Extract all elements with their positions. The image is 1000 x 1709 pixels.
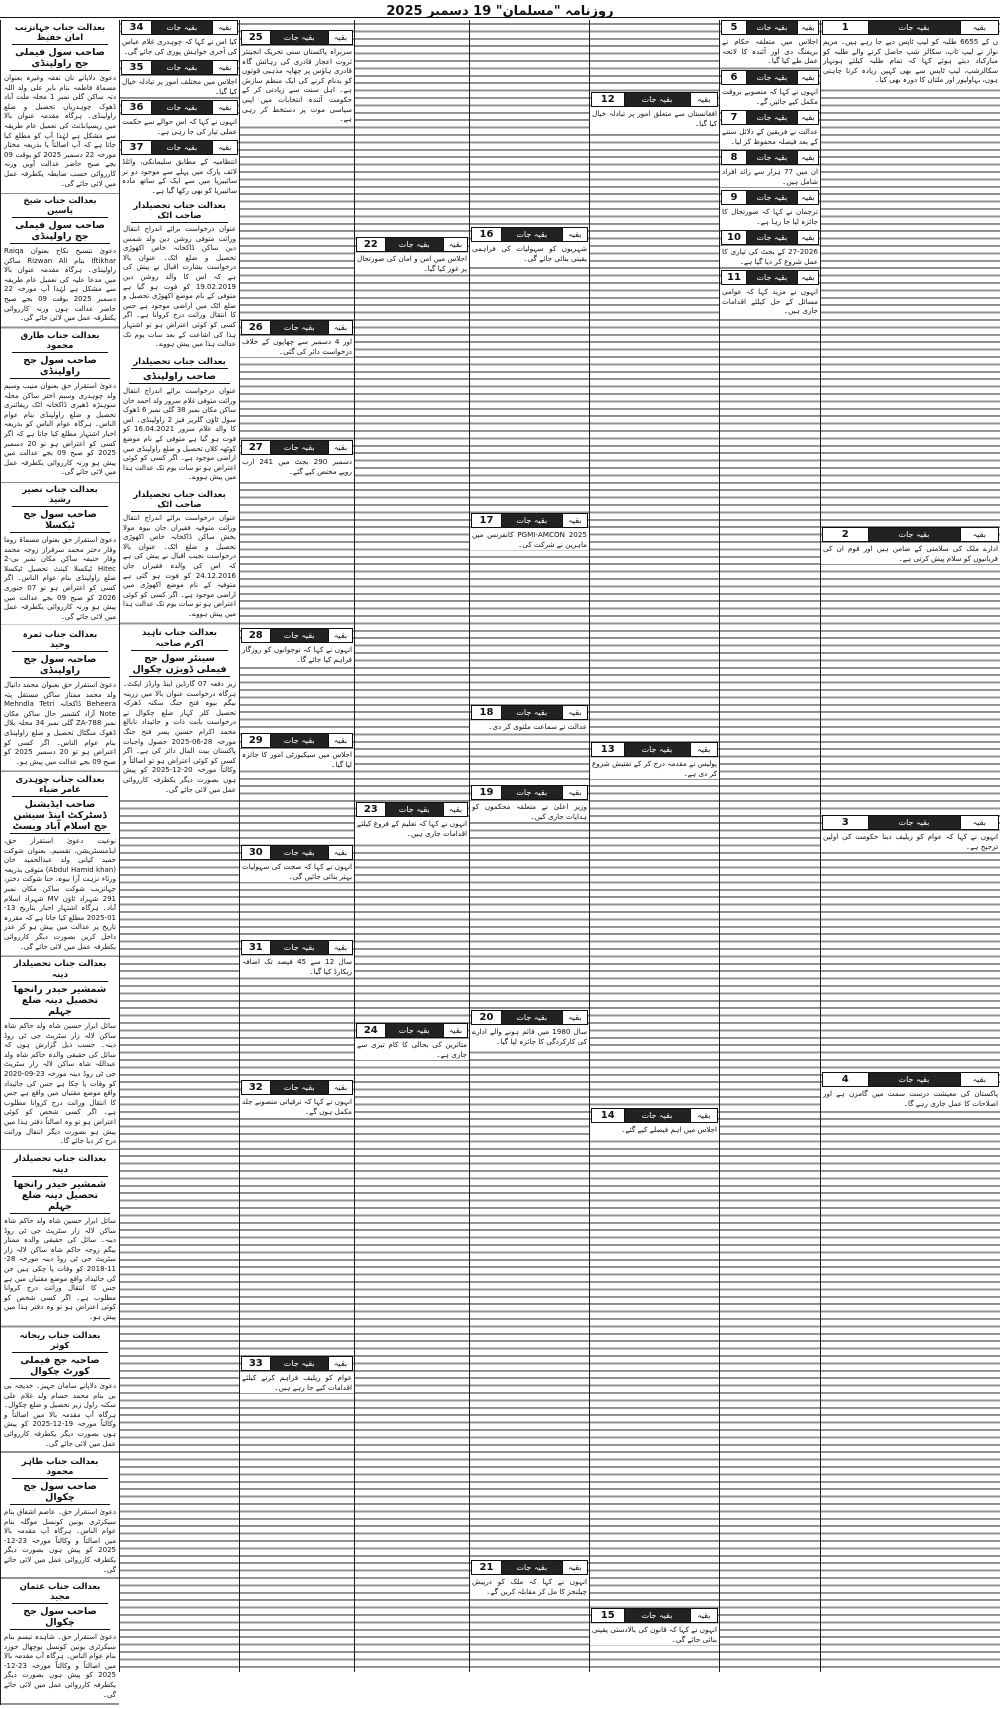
section-label: بقیہ جات [625, 1109, 690, 1122]
continuation-header-6 [721, 70, 819, 85]
continuation-header-25 [241, 30, 353, 45]
section-tag: بقیہ [212, 21, 237, 34]
continuation-header-7 [721, 110, 819, 125]
legal-notice [120, 625, 239, 797]
legal-notice [1, 483, 119, 624]
section-tag: بقیہ [328, 941, 352, 954]
section-label: بقیہ جات [152, 141, 212, 154]
notice-body: دعویٰ استقرار حق۔ شاہدہ تبسم بنام سیکرٹری یونین کونسل بوچھال خورد بنام عوام الناس۔ ہرگاہ آپ مقدمہ بالا میں اصالتاً و وکالتاً مورخہ 23-12-2025 کو پیش ہوں بصورت دیگر یکطرفہ کارروائی عمل میں لائی جائے گی۔ [4, 1633, 116, 1699]
continuation-header-32 [241, 1080, 353, 1095]
section-tag: بقیہ [443, 803, 467, 816]
continuation-text: وزیر اعلیٰ نے متعلقہ محکموں کو ہدایات جاری کیں۔ [472, 802, 587, 821]
section-number: 7 [722, 111, 747, 124]
section-number: 6 [722, 71, 747, 84]
court-heading: بعدالت جناب طاہر محمود [12, 1456, 108, 1479]
section-tag: بقیہ [212, 141, 237, 154]
legal-notice [1, 772, 119, 954]
continuation-header-34 [121, 20, 238, 35]
section-number: 8 [722, 151, 747, 164]
section-label: بقیہ جات [271, 846, 328, 859]
section-tag: بقیہ [797, 271, 818, 284]
section-tag: بقیہ [562, 1561, 587, 1574]
judge-heading: صاحبہ جج فیملی کورٹ چکوال [10, 1355, 110, 1379]
continuation-text: ادارے ملک کی سلامتی کے ضامن ہیں اور قوم ان کی قربانیوں کو سلام پیش کرتی ہے۔ [823, 544, 998, 563]
section-label: بقیہ جات [152, 101, 212, 114]
continuation-header-27 [241, 440, 353, 455]
section-label: بقیہ جات [747, 111, 797, 124]
court-heading: بعدالت جناب ثمرہ وحید [12, 629, 108, 652]
continuation-text: کیا اس نے کہا کہ چوہدری غلام عباس کی آخری خواہش پوری کی جائے گی۔ [122, 37, 237, 56]
continuation-text: PGMI-AMCON 2025 کانفرنس میں ماہرین نے شرکت کی۔ [472, 530, 587, 549]
continuation-header-1 [822, 20, 999, 35]
section-number: 12 [592, 93, 625, 106]
section-tag: بقیہ [797, 21, 818, 34]
section-number: 31 [242, 941, 271, 954]
notice-body: عنوان درخواست برائے اندراج انتقال وراثت متوفی روشن دین ولد شمس دین ساکن ڈاکخانہ خاص اکھوڑی تحصیل و ضلع اٹک۔ عنوان بالا درخواست بشارت اقبال نے پیش کی ہے کہ اس کا والد روشن دین 19.02.2019 کو فوت ہو گیا ہے متوفی کے نام موضع اکھوڑی تحصیل و ضلع اٹک میں اراضی موجود ہے جس کا انتقال وراثت درج کروانا ہے۔ اگر کسی کو کوئی اعتراض ہو تو اشتہار ہذا کی اشاعت کے بعد سات یوم تک عدالت ہذا میں پیش ہووے۔ [123, 225, 236, 349]
continuation-text: انہوں نے کہا کہ صحت کی سہولیات بہتر بنائی جائیں گی۔ [242, 862, 352, 881]
section-tag: بقیہ [960, 528, 999, 541]
continuation-text: سال 12 سے 45 فیصد تک اضافہ ریکارڈ کیا گیا۔ [242, 957, 352, 976]
section-number: 20 [472, 1011, 502, 1024]
continuation-text: افغانستان سے متعلق امور پر تبادلہ خیال کیا گیا۔ [592, 109, 717, 128]
section-label: بقیہ جات [271, 629, 328, 642]
continuation-header-29 [241, 733, 353, 748]
text-column [469, 20, 589, 1672]
section-label: بقیہ جات [747, 21, 797, 34]
section-label: بقیہ جات [386, 803, 443, 816]
legal-notice [1, 20, 119, 191]
continuation-text: سال 1980 میں قائم ہونے والے ادارے کی کارکردگی کا جائزہ لیا گیا۔ [472, 1027, 587, 1046]
continuation-text: اجلاس میں اہم فیصلے کیے گئے۔ [590, 1124, 719, 1136]
continuation-header-5 [721, 20, 819, 35]
notice-body: نوعیت دعویٰ استقرار حق، ایڈمنسٹریشن، تقسیم، بعنوان شوکت حمید کیانی ولد عبدالحمید خان (Abdul Hamid khan) متوفی بذریعہ ورثاء نزہت آرا بیوہ، حنا شوکت دختر، جہانزیب شوکت ساکن مکان نمبر 291 شہزاد ٹاؤن MV شہزاد اسلام آباد۔ ہرگاہ اشتہار اخبار بتاریخ 13-01-2025 مطلع کیا جاتا ہے کہ مقررہ تاریخ پر عدالت میں پیش ہو کر عذر داخل کریں بصورت دیگر کارروائی یکطرفہ عمل میں لائی جائے گی۔ [4, 837, 116, 951]
section-number: 16 [472, 228, 502, 241]
section-tag: بقیہ [443, 1024, 467, 1037]
continuation-header-11 [721, 270, 819, 285]
legal-notice [1, 1580, 119, 1702]
section-tag: بقیہ [960, 1073, 999, 1086]
section-label: بقیہ جات [869, 528, 960, 541]
continuation-header-12 [591, 92, 718, 107]
legal-notice [120, 199, 239, 352]
continuation-text: انہوں نے کہا کہ قانون کی بالادستی یقینی بنائی جائے گی۔ [592, 1625, 717, 1644]
section-label: بقیہ جات [747, 191, 797, 204]
continuation-text: انہوں نے کہا کہ تعلیم کے فروغ کیلئے اقدامات جاری ہیں۔ [357, 819, 467, 838]
judge-heading: صاحب سول فیملی جج راولپنڈی [10, 220, 110, 244]
section-number: 25 [242, 31, 271, 44]
continuation-text: انہوں نے کہا کہ ترقیاتی منصوبے جلد مکمل ہوں گے۔ [242, 1097, 352, 1116]
continuation-header-35 [121, 60, 238, 75]
section-number: 33 [242, 1357, 271, 1370]
legal-notice [1, 194, 119, 326]
text-column [119, 20, 239, 1672]
section-number: 29 [242, 734, 271, 747]
section-tag: بقیہ [562, 1011, 587, 1024]
section-tag: بقیہ [328, 734, 352, 747]
continuation-text: عدالت نے سماعت ملتوی کر دی۔ [470, 721, 589, 733]
legal-notice [1, 1152, 119, 1325]
section-label: بقیہ جات [386, 1024, 443, 1037]
continuation-header-24 [356, 1023, 468, 1038]
continuation-text: سربراہ پاکستان سنی تحریک انجینئر ثروت اعجاز قادری کی رہائش گاہ قادری ہاؤس پر چھاپہ مذہبی قوتوں کو بدنام کرنے کی ایک منظم سازش ہے۔ اہل سنت سے زیادتی کر کے حکومت آئندہ انتخابات میں اپنی سیاسی موت پر دستخط کر رہی ہے۔ [242, 47, 352, 124]
section-label: بقیہ جات [869, 1073, 960, 1086]
section-number: 19 [472, 786, 502, 799]
section-label: بقیہ جات [386, 238, 443, 251]
judge-heading: صاحب راولپنڈی [129, 371, 230, 384]
continuation-text: انتظامیہ کے مطابق سلیمانکی، وائلڈ لائف پارک میں پہلے سے موجود دو نر سائبیریا میں سے ایک کے ساتھ مادہ سائبیریا کو بھی رکھا گیا ہے۔ [122, 157, 237, 195]
continuation-text: انہوں نے مزید کہا کہ عوامی مسائل کے حل کیلئے اقدامات جاری ہیں۔ [722, 287, 818, 316]
text-column [589, 20, 719, 1672]
legal-notice [1, 957, 119, 1149]
section-tag: بقیہ [797, 71, 818, 84]
court-heading: بعدالت جناب تحصیلدار دینہ [13, 959, 107, 980]
continuation-text: ان میں 77 ہزار سے زائد افراد شامل ہیں۔ [722, 167, 818, 186]
notice-body: دعویٰ دلاپانے نان نفقہ وغیرہ بعنوان مسماۃ فاطمہ بنام بابر علی ولد اللہ دتہ ساکن گلی نمبر 1 محلہ ملت آباد ڈھوک چوہدریاں تحصیل و ضلع راولپنڈی۔ ہرگاہ مقدمہ عنوان بالا میں ریسپانڈنٹ کی تعمیل عام طریقہ سے مشکل ہے لہٰذا آپ کو مطلع کیا جاتا ہے کہ آپ اصالتاً یا بذریعہ مختار مورخہ 22 دسمبر 2025 کو بوقت 09 بجے صبح حاضر عدالت آویں ورنہ کارروائی حسب ضابطہ یکطرفہ عمل میں لائی جائے گی۔ [4, 74, 116, 188]
section-tag: بقیہ [212, 101, 237, 114]
court-heading: بعدالت جناب عثمان مجید [12, 1582, 108, 1604]
court-heading: بعدالت جناب طارق محمود [12, 331, 108, 353]
continuation-header-8 [721, 150, 819, 165]
section-number: 5 [722, 21, 747, 34]
continuation-header-9 [721, 190, 819, 205]
section-tag: بقیہ [690, 93, 718, 106]
legal-notice [1, 627, 119, 769]
section-tag: بقیہ [328, 1357, 352, 1370]
continuation-header-16 [471, 227, 588, 242]
notice-body: زیر دفعہ 07 گارڈین اینڈ وارڈز ایکٹ۔ ہرگاہ درخواست عنوان بالا میں زرینہ بیگم بیوہ فتح جنگ سکنہ ڈھرکہ تحصیل کلر کہار ضلع چکوال نے درخواست بابت ذات و جائیداد نابالغ محمد اکرام حسین پسر فتح جنگ مورخہ 28-06-2025 حصول واجبات پاکستان بیت المال دائر کی ہے۔ اگر کسی کو کوئی اعتراض ہو تو اصالتاً و وکالتاً مورخہ 20-12-2025 کو پیش ہوں بصورت دیگر یکطرفہ کارروائی عمل میں لائی جائے گی۔ [123, 680, 236, 794]
court-heading: بعدالت جناب تحصیلدار صاحب اٹک [131, 201, 228, 223]
section-tag: بقیہ [562, 228, 587, 241]
section-tag: بقیہ [328, 629, 352, 642]
notice-body: سائل ابرار حسین شاہ ولد حاکم شاہ ساکن لالہ زار سٹریٹ جی ٹی روڈ دینہ۔ حسب ذیل گزارش ہوں کہ سائل کی حقیقی والدہ حاکم شاہ ولد عبداللہ شاہ ساکن لالہ زار سٹریٹ جی ٹی روڈ دینہ مورخہ 23-09-2020 کو وفات پا چکا ہے جس کی جائیداد واقع موضع مقتیاں میں واقع ہے جس کا انتقال وراثت درج کروانا مطلوب ہے۔ اگر کسی شخص کو کوئی اعتراض ہو تو وہ اصالتاً دفتر ہذا میں پیش ہو بصورت دیگر انتقال وراثت درج کر دیا جائے گا۔ [4, 1022, 116, 1146]
section-label: بقیہ جات [502, 786, 562, 799]
section-label: بقیہ جات [625, 93, 690, 106]
court-heading: بعدالت جناب تحصیلدار دینہ [13, 1154, 107, 1175]
section-number: 2 [823, 528, 869, 541]
section-label: بقیہ جات [271, 1357, 328, 1370]
continuation-header-20 [471, 1010, 588, 1025]
section-number: 32 [242, 1081, 271, 1094]
court-heading: بعدالت جناب چوہدری عامر ضیاء [12, 774, 108, 797]
continuation-text: متاثرین کی بحالی کا کام تیزی سے جاری ہے۔ [357, 1040, 467, 1059]
section-label: بقیہ جات [271, 441, 328, 454]
section-label: بقیہ جات [869, 21, 960, 34]
continuation-text: اور 4 دسمبر سے چھاپوں کے خلاف درخواست دائر کی گئی۔ [242, 337, 352, 356]
section-number: 21 [472, 1561, 502, 1574]
section-number: 15 [592, 1609, 625, 1622]
section-label: بقیہ جات [747, 151, 797, 164]
continuation-header-31 [241, 940, 353, 955]
text-column [354, 20, 469, 1672]
judge-heading: شمشیر حیدر رانجھا تحصیل دینہ ضلع جہلم [10, 1179, 110, 1214]
section-tag: بقیہ [960, 816, 999, 829]
section-label: بقیہ جات [502, 1011, 562, 1024]
section-label: بقیہ جات [869, 816, 960, 829]
section-number: 24 [357, 1024, 386, 1037]
section-number: 9 [722, 191, 747, 204]
continuation-text: انہوں نے کہا کہ ملک کو درپیش چیلنجز کا مل کر مقابلہ کریں گے۔ [472, 1577, 587, 1596]
continuation-text: دسمبر 290 بجٹ میں 241 ارب روپے مختص کیے گئے۔ [242, 457, 352, 476]
section-number: 17 [472, 514, 502, 527]
continuation-header-21 [471, 1560, 588, 1575]
continuation-header-22 [356, 237, 468, 252]
judge-heading: صاحبہ سول جج راولپنڈی [10, 654, 110, 678]
continuation-header-37 [121, 140, 238, 155]
continuation-text: انہوں نے کہا کہ منصوبے بروقت مکمل کیے جائیں گے۔ [722, 87, 818, 106]
section-tag: بقیہ [797, 191, 818, 204]
continuation-header-33 [241, 1356, 353, 1371]
section-label: بقیہ جات [152, 21, 212, 34]
court-heading: بعدالت جناب شیخ یاسین [12, 196, 108, 218]
court-heading: بعدالت جناب تحصیلدار صاحب اٹک [131, 490, 228, 512]
notice-body: عنوان درخواست برائے اندراج انتقال وراثت متوفیہ فقیراں جان بیوہ مولا بخش ساکن ڈاکخانہ خاص اکھوڑی تحصیل و ضلع اٹک۔ عنوان بالا درخواست نجیب اقبال نے پیش کی ہے کہ اس کی والدہ فقیراں جان 24.12.2016 کو فوت ہو گئی ہے متوفیہ کے نام موضع اکھوڑی میں اراضی موجود ہے۔ اگر کسی کو کوئی اعتراض ہو تو سات یوم تک عدالت ہذا میں پیش ہووے۔ [123, 514, 236, 618]
section-number: 18 [472, 706, 502, 719]
continuation-header-15 [591, 1608, 718, 1623]
section-label: بقیہ جات [502, 706, 562, 719]
continuation-text: عدالت نے فریقین کے دلائل سننے کے بعد فیصلہ محفوظ کر لیا۔ [722, 127, 818, 146]
section-tag: بقیہ [797, 111, 818, 124]
section-tag: بقیہ [797, 231, 818, 244]
continuation-header-3 [822, 815, 999, 830]
section-tag: بقیہ [690, 1109, 718, 1122]
court-heading: بعدالت جناب تحصیلدار [131, 357, 228, 369]
notice-body: دعویٰ استقرار حق بعنوان مسماۃ روما وقار دختر محمد سرفراز زوجہ محمد وقار حنیفہ ساکن مکان نمبر بی-2 Hitec ٹیکسلا کینٹ تحصیل ٹیکسلا ضلع راولپنڈی بنام عوام الناس۔ اگر کسی کو اعتراض ہو تو 07 جنوری 2026 کو صبح 09 بجے عدالت میں پیش ہو ورنہ کارروائی یکطرفہ عمل میں لائی جائے گی۔ [4, 536, 116, 621]
continuation-header-18 [471, 705, 588, 720]
notice-body: دعویٰ تنسیخ نکاح بعنوان Raiqa Iftikhar بنام Rizwan Ali ساکن راولپنڈی۔ ہرگاہ مقدمہ عنوان بالا میں مدعا علیہ کی تعمیل عام طریقہ سے مشکل ہے لہٰذا آپ مورخہ 22 دسمبر 2025 بوقت 09 بجے صبح حاضر عدالت ہوں ورنہ کارروائی یکطرفہ عمل میں لائی جائے گی۔ [4, 247, 117, 323]
judge-heading: سینئر سول جج فیملی ڈویژن چکوال [129, 653, 230, 677]
section-label: بقیہ جات [152, 61, 212, 74]
section-tag: بقیہ [562, 786, 587, 799]
section-label: بقیہ جات [747, 231, 797, 244]
section-number: 27 [242, 441, 271, 454]
notice-body: دعویٰ دلاپانے سامان جہیز۔ خدیجہ بی بی بنام محمد حسام ولد غلام علی سکنہ راول زیر تحصیل و ضلع چکوال۔ ہرگاہ آپ مقدمہ بالا میں اصالتاً و وکالتاً مورخہ 19-12-2025 کو پیش ہوں بصورت دیگر یکطرفہ کارروائی عمل میں لائی جائے گی۔ [4, 1382, 116, 1448]
notice-body: دعویٰ استقرار حق بعنوان محمد دانیال ولد محمد ممتاز ساکن مستقل پتہ Beheera ڈاکخانہ Mehndla Tetri Note آزاد کشمیر حال ساکن مکان نمبر ZA-788 گلی نمبر 34 محلہ بلال ڈھوک منگٹال تحصیل و ضلع راولپنڈی بنام عوام الناس۔ اگر کسی کو اعتراض ہو تو 20 دسمبر 2025 کو صبح 09 بجے عدالت میں پیش ہو۔ [4, 681, 116, 766]
continuation-header-13 [591, 742, 718, 757]
continuation-header-26 [241, 320, 353, 335]
continuation-text: انہوں نے کہا کہ نوجوانوں کو روزگار فراہم کیا جائے گا۔ [242, 645, 352, 664]
text-column [239, 20, 354, 1672]
legal-notice [1, 1454, 119, 1577]
continuation-header-19 [471, 785, 588, 800]
section-label: بقیہ جات [625, 1609, 690, 1622]
section-tag: بقیہ [690, 743, 718, 756]
section-label: بقیہ جات [271, 1081, 328, 1094]
section-label: بقیہ جات [747, 271, 797, 284]
section-number: 11 [722, 271, 747, 284]
court-heading: بعدالت جناب ناہید اکرم صاحبہ [131, 627, 228, 651]
continuation-text: اجلاس میں متعلقہ حکام نے بریفنگ دی اور آئندہ کا لائحہ عمل طے کیا گیا۔ [722, 37, 818, 66]
section-label: بقیہ جات [502, 228, 562, 241]
section-number: 10 [722, 231, 747, 244]
continuation-header-14 [591, 1108, 718, 1123]
legal-notice [1, 1328, 119, 1451]
legal-notice [1, 329, 119, 480]
judge-heading: صاحب سول جج چکوال [10, 1606, 110, 1630]
section-number: 23 [357, 803, 386, 816]
section-number: 35 [122, 61, 152, 74]
section-number: 26 [242, 321, 271, 334]
section-tag: بقیہ [562, 706, 587, 719]
section-tag: بقیہ [960, 21, 999, 34]
continuation-header-17 [471, 513, 588, 528]
court-heading: بعدالت جناب نصیر رشید [12, 485, 108, 507]
section-label: بقیہ جات [271, 941, 328, 954]
judge-heading: صاحب سول جج چکوال [10, 1481, 110, 1505]
section-number: 14 [592, 1109, 625, 1122]
section-tag: بقیہ [328, 1081, 352, 1094]
continuation-header-36 [121, 100, 238, 115]
section-label: بقیہ جات [271, 734, 328, 747]
section-label: بقیہ جات [271, 31, 328, 44]
continuation-header-10 [721, 230, 819, 245]
section-tag: بقیہ [328, 441, 352, 454]
section-label: بقیہ جات [502, 1561, 562, 1574]
section-number: 28 [242, 629, 271, 642]
section-number: 30 [242, 846, 271, 859]
section-label: بقیہ جات [747, 71, 797, 84]
continuation-header-2 [822, 527, 999, 542]
section-number: 36 [122, 101, 152, 114]
continuation-header-4 [822, 1072, 999, 1087]
court-heading: بعدالت جناب جہانزیب امان حفیظ [12, 22, 108, 45]
judge-heading: شمشیر حیدر رانجھا تحصیل دینہ ضلع جہلم [10, 984, 110, 1019]
continuation-text: اجلاس میں سیکیورٹی امور کا جائزہ لیا گیا۔ [242, 750, 352, 769]
continuation-text: پولیس نے مقدمہ درج کر کے تفتیش شروع کر دی ہے۔ [592, 759, 717, 778]
judge-heading: صاحب سول جج ٹیکسلا [10, 509, 110, 533]
section-number: 37 [122, 141, 152, 154]
text-column [0, 20, 119, 1705]
section-number: 3 [823, 816, 869, 829]
legal-notice [120, 355, 239, 485]
continuation-text: اجلاس میں امن و امان کی صورتحال پر غور کیا گیا۔ [357, 254, 467, 273]
continuation-text: انہوں نے کہا کہ عوام کو ریلیف دینا حکومت کی اولین ترجیح ہے۔ [823, 832, 998, 851]
masthead [0, 0, 1000, 18]
continuation-text: اجلاس میں مختلف امور پر تبادلہ خیال کیا گیا۔ [122, 77, 237, 96]
section-tag: بقیہ [212, 61, 237, 74]
section-tag: بقیہ [328, 31, 352, 44]
section-number: 34 [122, 21, 152, 34]
text-column [719, 20, 820, 1672]
continuation-header-28 [241, 628, 353, 643]
text-column [820, 20, 1000, 1672]
continuation-text: پاکستان کی معیشت درست سمت میں گامزن ہے اور اصلاحات کا عمل جاری رہے گا۔ [823, 1089, 998, 1108]
continuation-text: شہریوں کو سہولیات کی فراہمی یقینی بنائی جائے گی۔ [472, 244, 587, 263]
continuation-text: عوام کو ریلیف فراہم کرنے کیلئے اقدامات کیے جا رہے ہیں۔ [242, 1373, 352, 1392]
newspaper-title: روزنامہ "مسلمان" 19 دسمبر 2025 [386, 4, 614, 19]
notice-body: عنوان درخواست برائے اندراج انتقال وراثت متوفی غلام سرور ولد احمد خان ساکن مکان نمبر 38 گلی نمبر 6 ڈھوک سول ٹاؤن گلریز فیز 2 راولپنڈی۔ اس کا والد غلام سرور 16.04.2021 کو فوت ہو گیا ہے متوفی کے نام موضع کوٹھہ کلاں تحصیل و ضلع راولپنڈی میں اراضی موجود ہے۔ اگر کسی کو کوئی اعتراض ہو تو سات یوم تک عدالت ہذا میں پیش ہووے۔ [123, 387, 236, 482]
continuation-text: 27-2026 کے بجٹ کی تیاری کا عمل شروع کر دیا گیا ہے۔ [722, 247, 818, 266]
section-label: بقیہ جات [625, 743, 690, 756]
notice-body: دعویٰ استقرار حق بعنوان منیب وسیم ولد چوہدری وسیم اختر ساکن محلہ سوہنڑہ ڈھیری ڈاکخانہ اٹک ریفائنری تحصیل و ضلع راولپنڈی بنام عوام الناس۔ ہرگاہ عوام الناس کو بذریعہ اخبار اشتہار مطلع کیا جاتا ہے کہ اگر کسی کو اعتراض ہو تو 20 دسمبر 2025 کو صبح 09 بجے عدالت میں پیش ہو ورنہ کارروائی یکطرفہ عمل میں لائی جائے گی۔ [4, 382, 116, 477]
section-label: بقیہ جات [502, 514, 562, 527]
section-tag: بقیہ [328, 846, 352, 859]
continuation-header-23 [356, 802, 468, 817]
judge-heading: صاحب سول فیملی جج راولپنڈی [10, 47, 110, 71]
legal-notice [120, 488, 239, 622]
notice-body: سائل ابرار حسین شاہ ولد حاکم شاہ ساکن لالہ زار سٹریٹ جی ٹی روڈ دینہ۔ سائل کی حقیقی والدہ ممتاز بیگم زوجہ حاکم شاہ ساکن لالہ زار سٹریٹ جی ٹی روڈ دینہ مورخہ 28-11-2018 کو وفات پا چکی ہیں جن کی جائیداد واقع موضع مقتیاں میں ہے جس کا انتقال وراثت درج کروانا مطلوب ہے۔ اگر کسی شخص کو کوئی اعتراض ہو تو وہ دفتر ہذا میں پیش ہو۔ [4, 1217, 116, 1321]
section-number: 13 [592, 743, 625, 756]
section-tag: بقیہ [690, 1609, 718, 1622]
section-number: 4 [823, 1073, 869, 1086]
continuation-text: انہوں نے کہا کہ اس حوالے سے حکمت عملی تیار کی جا رہی ہے۔ [122, 117, 237, 136]
continuation-header-30 [241, 845, 353, 860]
section-tag: بقیہ [328, 321, 352, 334]
section-tag: بقیہ [562, 514, 587, 527]
court-heading: بعدالت جناب ریحانہ کوثر [12, 1330, 108, 1353]
section-tag: بقیہ [443, 238, 467, 251]
section-label: بقیہ جات [271, 321, 328, 334]
continuation-text: ں کے 6655 طلبہ کو لیپ ٹاپس دیے جا رہے ہیں۔ مریم نواز نے لیپ ٹاپ، سکالر شپ حاصل کرنے والے طلبہ کو مبارکباد دیتے ہوئے کہا کہ تمام طلبہ کیلئے ہونہار سکالرشپ، لیپ ٹاپس سے بھی کہیں زیادہ کرنا چاہتی ہوں، بہاولپور اور ملتان کا دورہ بھی کیا۔ [823, 37, 998, 85]
continuation-text: ترجمان نے کہا کہ صورتحال کا جائزہ لیا جا رہا ہے۔ [722, 207, 818, 226]
notice-body: دعویٰ استقرار حق۔ عاصم اشفاق بنام سیکرٹری یونین کونسل موگلہ بنام عوام الناس۔ ہرگاہ آپ مقدمہ بالا میں اصالتاً و وکالتاً مورخہ 23-12-2025 کو پیش ہوں بصورت دیگر یکطرفہ کارروائی عمل میں لائی جائے گی۔ [4, 1508, 116, 1574]
section-number: 22 [357, 238, 386, 251]
section-number: 1 [823, 21, 869, 34]
judge-heading: صاحب ایڈیشنل ڈسٹرکٹ اینڈ سیشن جج اسلام آباد ویسٹ [10, 799, 110, 834]
judge-heading: صاحب سول جج راولپنڈی [10, 355, 110, 379]
section-tag: بقیہ [797, 151, 818, 164]
